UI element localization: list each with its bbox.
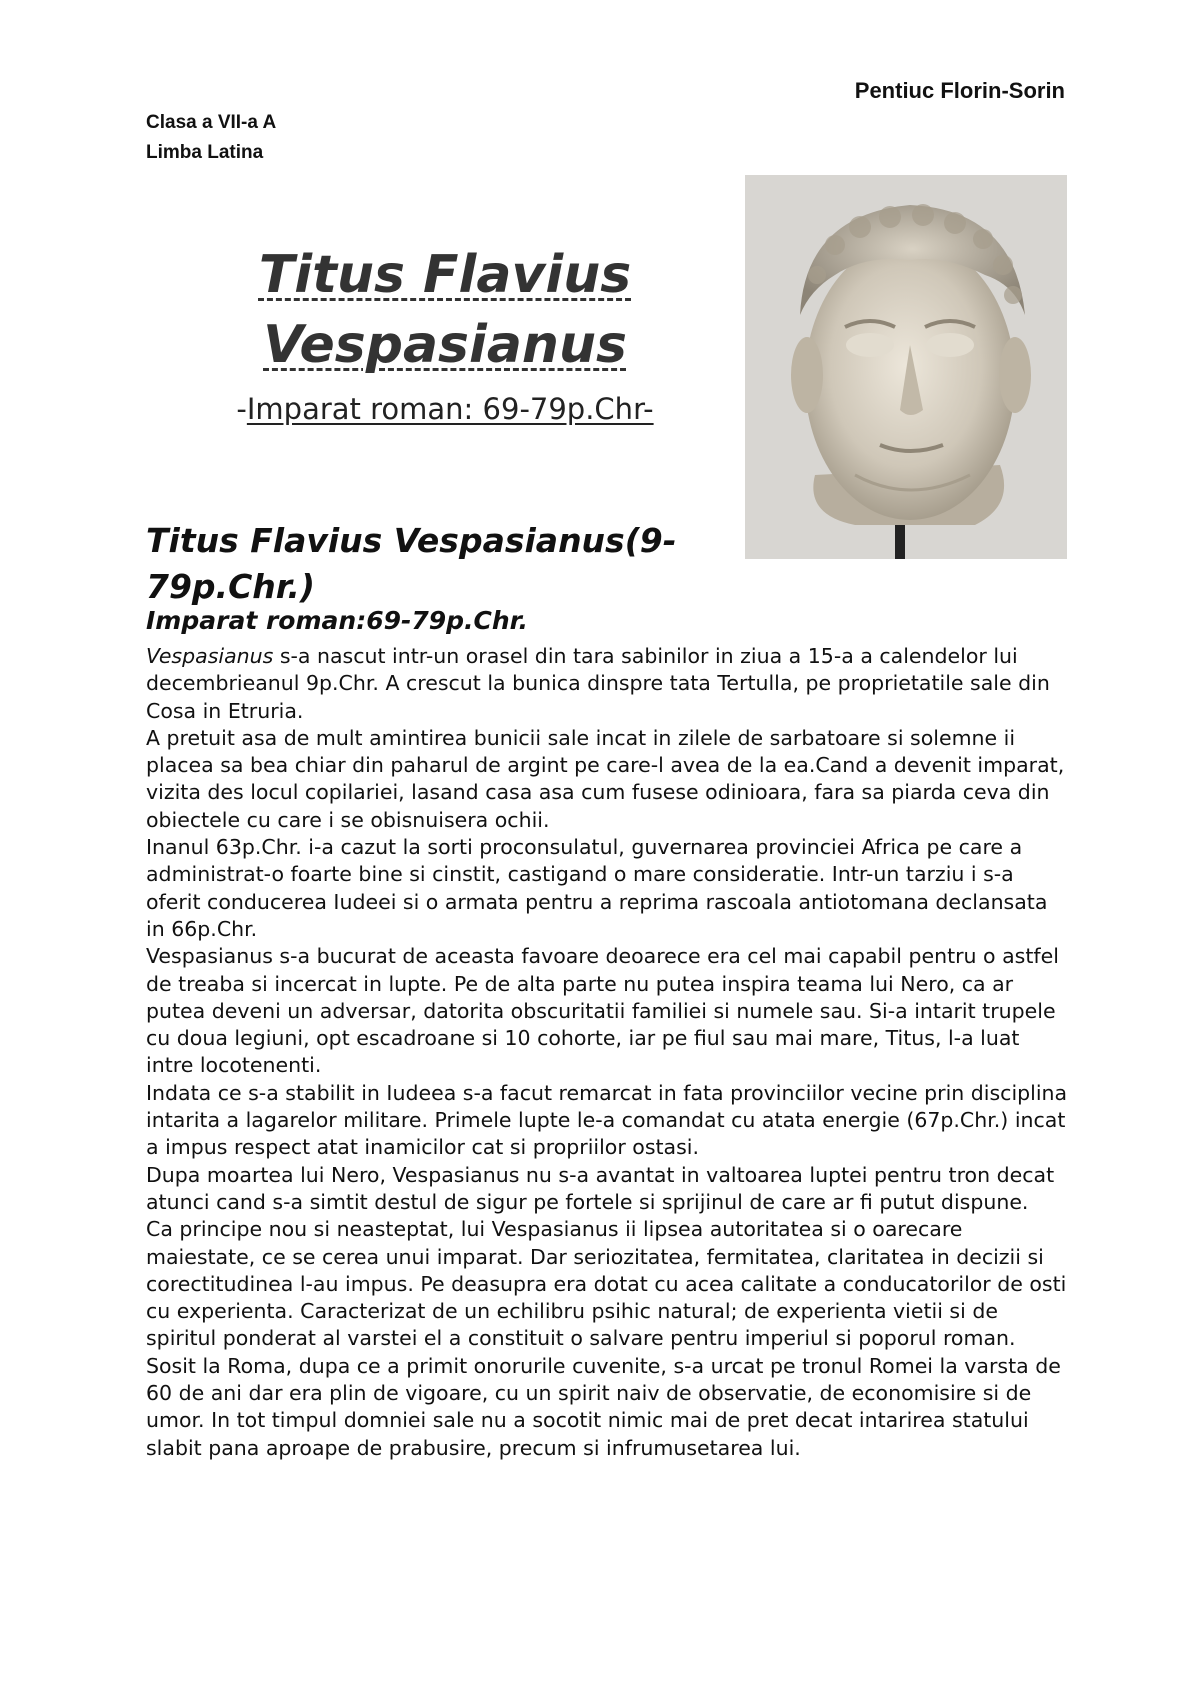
paragraph-3: Inanul 63p.Chr. i-a cazut la sorti proconsulatul, guvernarea provinciei Africa pe care a administrat-o foarte bine si cinstit, castigand o mare consideratie. Intr-un tarziu i s-a oferit conducerea Iudeei si o armata pentru a reprima rascoala antiotomana declansata in 66p.Chr. [146,835,1048,941]
bust-icon [745,175,1067,559]
paragraph-6: Dupa moartea lui Nero, Vespasianus nu s-a avantat in valtoarea luptei pentru tron decat atunci cand s-a simtit destul de sigur pe fortele si sprijinul de care ar fi putut dispune. [146,1162,1055,1214]
class-label: Clasa a VII-a A [146,112,277,133]
paragraph-1-lead: Vespasianus [146,644,274,668]
paragraph-1 [146,643,1071,725]
page-title [130,240,760,380]
section-title: Titus Flavius Vespasianus(9-79p.Chr.) [146,521,677,606]
paragraph-2: A pretuit asa de mult amintirea bunicii sale incat in zilele de sarbatoare si solemne ii placea sa bea chiar din paharul de argint pe care-l avea de la ea.Cand a devenit imparat, vizita des locul copilariei, lasand casa asa cum fusese odinioara, fara sa piarda ceva din obiectele cu care i se obisnuisera ochii. [146,725,1065,832]
section-subtitle: Imparat roman:69-79p.Chr. [146,606,528,635]
title-block [130,240,760,426]
subject-label: Limba Latina [146,142,264,163]
subtitle-prefix: - [236,392,247,426]
author-name: Pentiuc Florin-Sorin [854,78,1065,103]
paragraph-1-rest: s-a nascut intr-un orasel din tara sabinilor in ziua a 15-a a calendelor lui decembrieanul 9p.Chr. A crescut la bunica dinspre tata Tertulla, pe proprietatile sale din Cosa in Etruria. [146,644,1050,723]
paragraph-8: Sosit la Roma, dupa ce a primit onorurile cuvenite, s-a urcat pe tronul Romei la varsta de 60 de ani dar era plin de vigoare, cu un spirit naiv de observatie, de economisire si de umor. In tot timpul domniei sale nu a socotit nimic mai de pret decat intarirea statului slabit pana aproape de prabusire, precum si infrumusetarea lui. [146,1353,1061,1460]
paragraph-7: Ca principe nou si neasteptat, lui Vespasianus ii lipsea autoritatea si o oarecare maiestate, ce se cerea unui imparat. Dar seriozitatea, fermitatea, claritatea in decizii si corectitudinea l-au impus. Pe deasupra era dotat cu acea calitate a conducatorilor de osti cu experienta. Caracterizat de un echilibru psihic natural; de experienta vietii si de spiritul ponderat al varstei el a constituit o salvare pentru imperiul si poporul roman. [146,1217,1067,1351]
title-subtitle [130,392,760,426]
header-meta [146,108,276,168]
paragraph-5: Indata ce s-a stabilit in Iudeea s-a facut remarcat in fata provinciilor vecine prin disciplina intarita a lagarelor militare. Primele lupte le-a comandat cu atata energie (67p.Chr.) incat a impus respect atat inamicilor cat si propriilor ostasi. [146,1080,1068,1160]
title-line-1: Titus Flavius [258,245,632,305]
title-line-2: Vespasianus [263,315,627,375]
paragraph-4: Vespasianus s-a bucurat de aceasta favoare deoarece era cel mai capabil pentru o astfel de treaba si incercat in lupte. Pe de alta parte nu putea inspira teama lui Nero, ca ar putea deveni un adversar, datorita obscuritatii familiei si numele sau. Si-a intarit trupele cu doua legiuni, opt escadroane si 10 cohorte, iar pe fiul sau mai mare, Titus, l-a luat intre locotenenti. [146,944,1059,1078]
biography-text [146,643,1071,1462]
subtitle-text: Imparat roman: 69-79p.Chr- [246,392,654,426]
marble-bust-portrait [745,175,1067,559]
